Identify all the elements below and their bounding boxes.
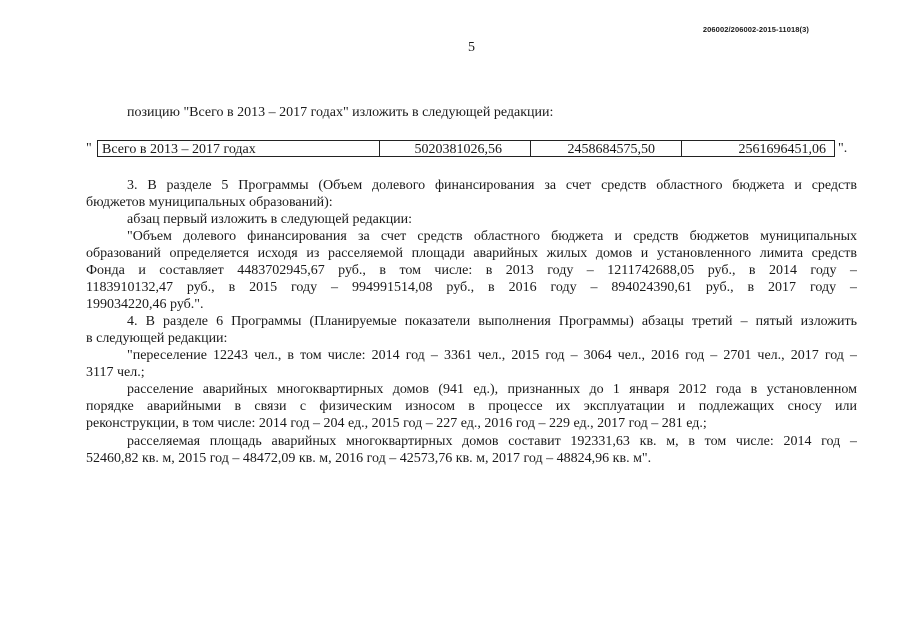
p4-item2-line-1: расселение аварийных многоквартирных домов (941 ед.), признанных до 1 января 2012 года в установленном <box>127 382 857 397</box>
page-number: 5 <box>468 40 475 55</box>
p4-item2-line-3: реконструкции, в том числе: 2014 год – 204 ед., 2015 год – 227 ед., 2016 год – 229 ед., 2017 год – 281 ед.; <box>86 416 707 431</box>
paragraph-3-line-1: 3. В разделе 5 Программы (Объем долевого финансирования за счет средств областного бюджета и средств <box>127 178 857 193</box>
p3-quote-line-1: "Объем долевого финансирования за счет средств областного бюджета и средств бюджетов муниципальных <box>127 229 857 244</box>
document-id: 206002/206002-2015-11018(3) <box>702 25 809 34</box>
paragraph-4-line-1: 4. В разделе 6 Программы (Планируемые показатели выполнения Программы) абзацы третий – пятый изложить <box>127 314 857 329</box>
p3-quote-line-2: образований определяется исходя из расселяемой площади аварийных жилых домов и установленного лимита средств <box>86 246 857 261</box>
paragraph-3-line-2: бюджетов муниципальных образований): <box>86 195 333 210</box>
table-cell-budget: 2561696451,06 <box>681 140 835 157</box>
table-cell-fund: 2458684575,50 <box>530 140 682 157</box>
table-cell-total: 5020381026,56 <box>379 140 531 157</box>
p4-item2-line-2: порядке аварийными в связи с физическим износом в процессе их эксплуатации и подлежащих сносу или <box>86 399 857 414</box>
paragraph-4-line-2: в следующей редакции: <box>86 331 228 346</box>
p4-item3-line-2: 52460,82 кв. м, 2015 год – 48472,09 кв. м, 2016 год – 42573,76 кв. м, 2017 год – 48824,96 кв. м". <box>86 451 652 466</box>
p4-item1-line-1: "переселение 12243 чел., в том числе: 2014 год – 3361 чел., 2015 год – 3064 чел., 2016 год – 2701 чел., 2017 год – <box>127 348 857 363</box>
p4-item1-line-2: 3117 чел.; <box>86 365 145 380</box>
intro-line: позицию "Всего в 2013 – 2017 годах" изложить в следующей редакции: <box>127 105 554 120</box>
p3-quote-line-3: Фонда и составляет 4483702945,67 руб., в том числе: в 2013 году – 1211742688,05 руб., в 2014 году – <box>86 263 857 278</box>
p3-quote-line-5: 199034220,46 руб.". <box>86 297 204 312</box>
p4-item3-line-1: расселяемая площадь аварийных многоквартирных домов составит 192331,63 кв. м, в том числе: 2014 год – <box>127 434 857 449</box>
table-close-quote: ". <box>838 141 848 156</box>
total-row-table <box>86 140 866 159</box>
table-cell-label: Всего в 2013 – 2017 годах <box>97 140 380 157</box>
paragraph-3-abzac: абзац первый изложить в следующей редакции: <box>127 212 413 227</box>
table-open-quote: " <box>86 141 92 156</box>
p3-quote-line-4: 1183910132,47 руб., в 2015 году – 994991514,08 руб., в 2016 году – 894024390,61 руб., в 2017 году – <box>86 280 857 295</box>
